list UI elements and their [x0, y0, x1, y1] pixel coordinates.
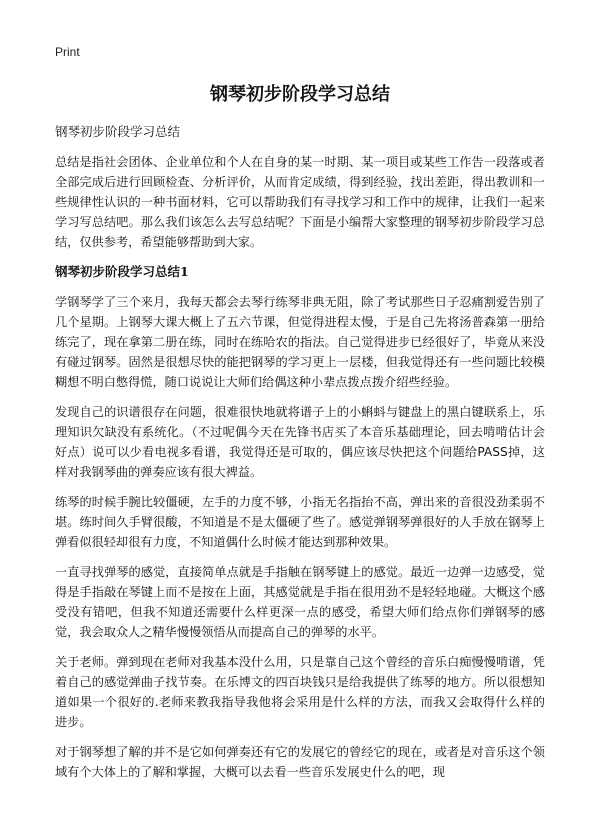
body-paragraph-3: 练琴的时候手腕比较僵硬，左手的力度不够，小指无名指抬不高，弹出来的音很没劲柔弱不堪。练时间久手臂很酸，不知道是不是太僵硬了些了。感觉弹钢琴弹很好的人手放在钢琴上弹看似很轻却很有力度，不知道偶什么时候才能达到那种效果。: [55, 495, 545, 549]
body-paragraph-2: 发现自己的识谱很存在问题，很难很快地就将谱子上的小蝌蚪与键盘上的黑白键联系上，乐理知识欠缺没有系统化。（不过呢偶今天在先锋书店买了本音乐基础理论，回去啃啃估计会好点）说可以少看电视多看谱，我觉得还是可取的，偶应该尽快把这个问题给PASS掉，这样对我钢琴曲的弹奏应该有很大裨益。: [55, 405, 545, 479]
document-subtitle: 钢琴初步阶段学习总结: [55, 124, 181, 139]
body-paragraph-5: 关于老师。弹到现在老师对我基本没什么用，只是靠自己这个曾经的音乐白痴慢慢啃谱，凭着自己的感觉弹曲子找节奏。在乐博文的四百块钱只是给我提供了练琴的地方。所以很想知道如果一个很好的.老师来教我指导我他将会采用是什么样的方法，而我又会取得什么样的进步。: [55, 655, 545, 729]
section-heading: 钢琴初步阶段学习总结1: [55, 264, 189, 279]
body-paragraph-6: 对于钢琴想了解的并不是它如何弹奏还有它的发展它的曾经它的现在，或者是对音乐这个领域有个大体上的了解和掌握，大概可以去看一些音乐发展史什么的吧，现: [55, 745, 545, 779]
intro-paragraph: 总结是指社会团体、企业单位和个人在自身的某一时期、某一项目或某些工作告一段落或者全部完成后进行回顾检查、分析评价，从而肯定成绩，得到经验，找出差距，得出教训和一些规律性认识的一种书面材料，它可以帮助我们有寻找学习和工作中的规律，让我们一起来学习写总结吧。那么我们该怎么去写总结呢？下面是小编帮大家整理的钢琴初步阶段学习总结，仅供参考，希望能够帮助到大家。: [55, 155, 545, 249]
print-link[interactable]: Print: [55, 45, 80, 59]
document-body: [55, 122, 545, 792]
body-paragraph-4: 一直寻找弹琴的感觉，直接简单点就是手指触在钢琴键上的感觉。最近一边弹一边感受，觉得是手指敲在琴键上而不是按在上面，其感觉就是手指在很用劲不是轻轻地碰。大概这个感受没有错吧，但我不知道还需要什么样更深一点的感受，希望大师们给点你们弹钢琴的感觉，我会取众人之精华慢慢领悟从而提高自己的弹琴的水平。: [55, 565, 545, 639]
document-title: 钢琴初步阶段学习总结: [210, 84, 390, 105]
body-paragraph-1: 学钢琴学了三个来月，我每天都会去琴行练琴非典无阻，除了考试那些日子忍痛割爱告别了几个星期。上钢琴大课大概上了五六节课，但觉得进程太慢，于是自己先将汤普森第一册给练完了，现在拿第二册在练，同时在练哈农的指法。自己觉得进步已经很好了，毕竟从来没有碰过钢琴。固然是很想尽快的能把钢琴的学习更上一层楼，但我觉得还有一些问题比较模糊想不明白憋得慌，随口说说让大师们给偶这种小辈点拨点拨介绍些经验。: [55, 295, 545, 389]
